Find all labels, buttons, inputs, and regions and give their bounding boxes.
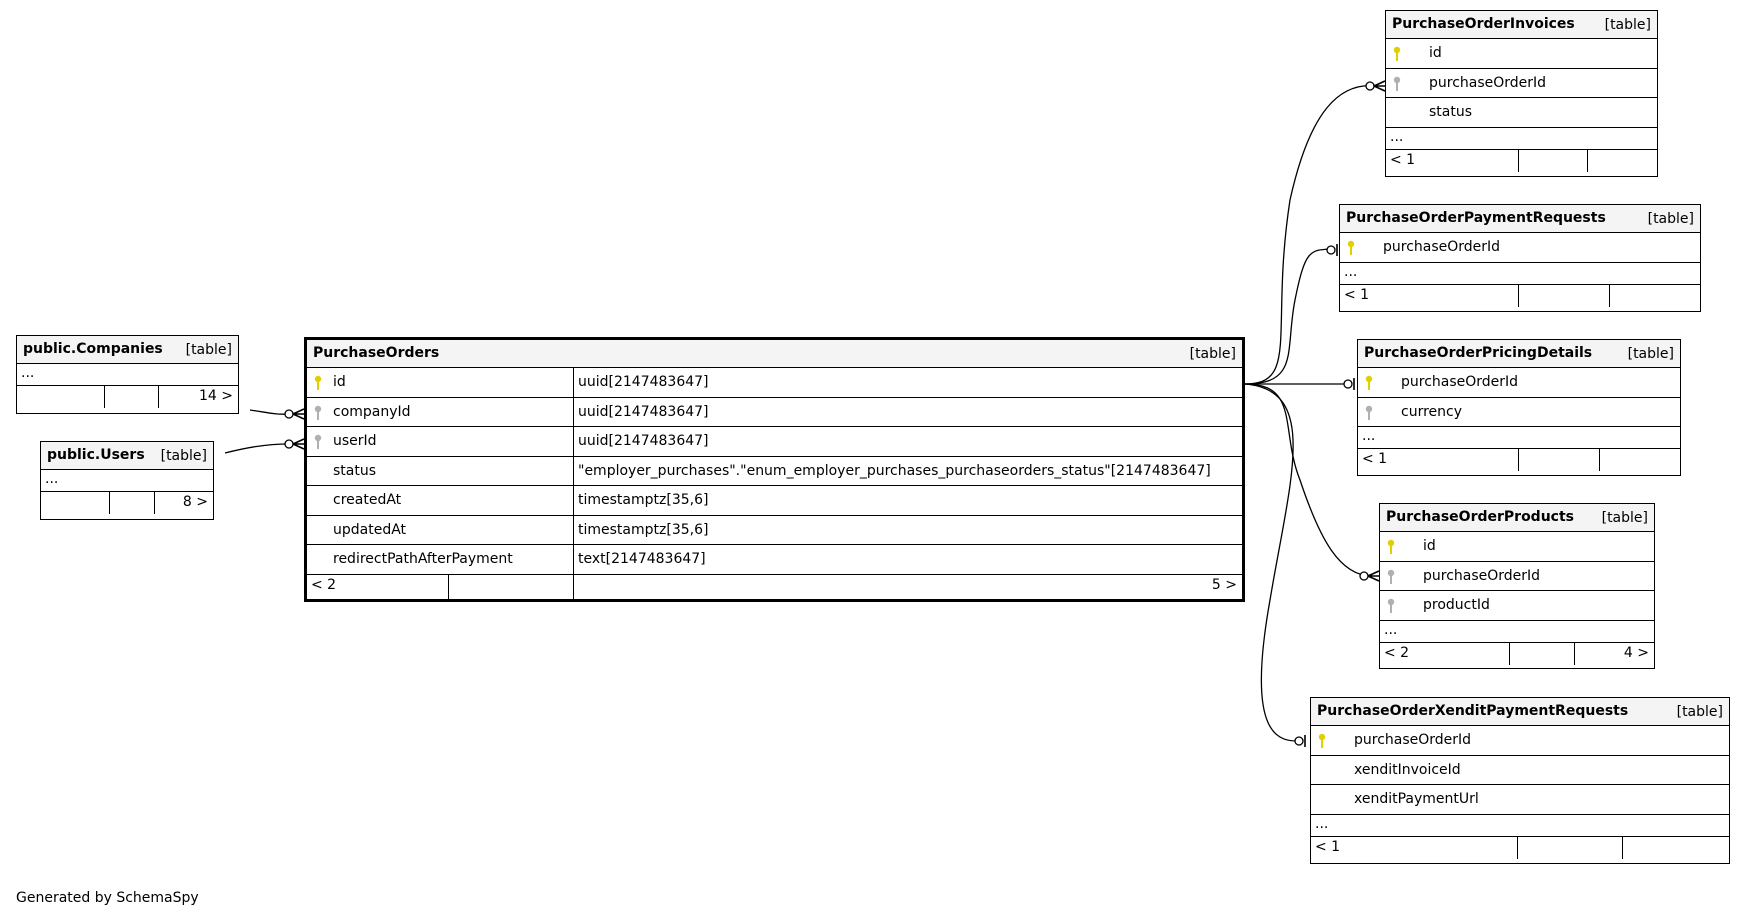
ellipsis-row xyxy=(1340,263,1700,285)
column-type: text[2147483647] xyxy=(573,545,706,580)
foreign-key-icon xyxy=(1386,569,1396,585)
table-purchaseorderpaymentrequests[interactable] xyxy=(1339,204,1701,312)
column-name: purchaseOrderId xyxy=(1401,374,1519,390)
column-row-currency[interactable] xyxy=(1358,398,1680,428)
column-name: id xyxy=(1429,45,1442,61)
footer-parents-count[interactable]: < 2 xyxy=(311,576,337,593)
primary-key-icon xyxy=(1346,240,1356,256)
footer-divider xyxy=(1587,150,1588,172)
table-name: public.Users xyxy=(47,447,145,463)
column-type: "employer_purchases"."enum_employer_purchases_purchaseorders_status"[2147483647] xyxy=(573,457,1211,492)
footer-divider xyxy=(573,575,574,600)
foreign-key-icon xyxy=(313,434,323,450)
ellipsis-row xyxy=(1358,427,1680,449)
footer-divider xyxy=(158,386,159,408)
ellipsis-text: ... xyxy=(1344,263,1358,280)
column-name: xenditPaymentUrl xyxy=(1354,791,1479,807)
column-row-purchaseorderid[interactable] xyxy=(1358,368,1680,398)
edge-purchaseorders-xendit xyxy=(1245,384,1302,741)
table-name: PurchaseOrderPricingDetails xyxy=(1364,345,1593,361)
column-row-xenditpaymenturl[interactable] xyxy=(1311,785,1729,815)
table-header xyxy=(1386,11,1657,39)
footer-divider xyxy=(1509,643,1510,665)
column-name: id xyxy=(333,374,346,390)
column-name: purchaseOrderId xyxy=(1429,74,1547,91)
footer-parents-count[interactable]: < 1 xyxy=(1390,151,1416,168)
footer-divider xyxy=(1518,150,1519,172)
foreign-key-icon xyxy=(1392,76,1402,92)
column-row-createdat[interactable] xyxy=(307,486,1242,516)
table-type-label: [table] xyxy=(1604,17,1651,33)
edge-end-circle xyxy=(285,410,293,418)
ellipsis-row xyxy=(1386,128,1657,150)
footer-children-count[interactable]: 4 > xyxy=(1623,644,1649,661)
column-row-status[interactable] xyxy=(307,457,1242,487)
footer-parents-count[interactable]: < 2 xyxy=(1384,644,1410,661)
table-footer xyxy=(1386,150,1657,172)
column-name: companyId xyxy=(333,403,411,420)
column-row-status[interactable] xyxy=(1386,98,1657,128)
column-name: productId xyxy=(1423,597,1490,613)
table-type-label: [table] xyxy=(1189,346,1236,362)
edge-users-purchaseorders xyxy=(225,444,289,453)
footer-parents-count[interactable]: < 1 xyxy=(1315,838,1341,855)
column-name: purchaseOrderId xyxy=(1423,567,1541,584)
column-type: uuid[2147483647] xyxy=(573,427,709,462)
edge-end-circle xyxy=(1366,82,1374,90)
table-footer xyxy=(1340,285,1700,307)
column-row-productid[interactable] xyxy=(1380,591,1654,621)
crowfoot-marker xyxy=(1374,81,1385,91)
ellipsis-text: ... xyxy=(1384,621,1398,638)
column-type: uuid[2147483647] xyxy=(573,398,709,433)
column-row-id[interactable] xyxy=(1380,532,1654,562)
column-row-purchaseorderid[interactable] xyxy=(1380,562,1654,592)
column-row-id[interactable] xyxy=(1386,39,1657,69)
table-type-label: [table] xyxy=(185,342,232,358)
table-header xyxy=(307,340,1242,368)
table-companies[interactable] xyxy=(16,335,239,414)
footer-divider xyxy=(154,492,155,514)
footer-divider xyxy=(1609,285,1610,307)
footer-children-count[interactable]: 8 > xyxy=(182,494,208,510)
edge-end-circle xyxy=(1344,380,1352,388)
column-name: xenditInvoiceId xyxy=(1354,761,1461,778)
column-name: createdAt xyxy=(333,492,402,508)
table-name: public.Companies xyxy=(23,341,163,357)
table-footer xyxy=(1358,449,1680,471)
column-name: updatedAt xyxy=(333,521,407,538)
column-row-id[interactable] xyxy=(307,368,1242,398)
table-type-label: [table] xyxy=(1601,510,1648,526)
table-name: PurchaseOrderProducts xyxy=(1386,509,1574,525)
footer-divider xyxy=(109,492,110,514)
table-footer xyxy=(17,386,238,408)
column-name: status xyxy=(1429,104,1473,120)
ellipsis-text: ... xyxy=(1362,428,1376,444)
ellipsis-row xyxy=(41,470,213,492)
edge-purchaseorders-paymentrequests xyxy=(1245,249,1331,384)
table-name: PurchaseOrders xyxy=(313,345,440,361)
footer-children-count[interactable]: 5 > xyxy=(1211,576,1237,593)
primary-key-icon xyxy=(1392,46,1402,62)
crowfoot-marker xyxy=(1368,571,1379,581)
edge-end-circle xyxy=(285,440,293,448)
foreign-key-icon xyxy=(1386,598,1396,614)
table-header xyxy=(17,336,238,364)
footer-children-count[interactable]: 14 > xyxy=(199,388,233,404)
footer-divider xyxy=(448,575,449,600)
footer-divider xyxy=(104,386,105,408)
column-row-companyid[interactable] xyxy=(307,398,1242,428)
column-row-xenditinvoiceid[interactable] xyxy=(1311,756,1729,786)
table-purchaseorderproducts[interactable] xyxy=(1379,503,1655,669)
footer-parents-count[interactable]: < 1 xyxy=(1362,451,1388,467)
column-row-updatedat[interactable] xyxy=(307,516,1242,546)
table-purchaseorders[interactable] xyxy=(304,337,1245,602)
table-purchaseorderpricingdetails[interactable] xyxy=(1357,339,1681,476)
footer-divider xyxy=(1622,837,1623,859)
column-name: purchaseOrderId xyxy=(1354,732,1472,748)
table-footer xyxy=(1380,643,1654,665)
table-purchaseorderinvoices[interactable] xyxy=(1385,10,1658,177)
column-row-purchaseorderid[interactable] xyxy=(1311,726,1729,756)
primary-key-icon xyxy=(313,375,323,391)
footer-divider xyxy=(1517,837,1518,859)
footer-divider xyxy=(1599,449,1600,471)
footer-divider xyxy=(1574,643,1575,665)
table-type-label: [table] xyxy=(1627,346,1674,362)
footer-parents-count[interactable]: < 1 xyxy=(1344,286,1370,303)
foreign-key-icon xyxy=(1364,405,1374,421)
column-row-redirectpathafterpayment[interactable] xyxy=(307,545,1242,575)
edge-purchaseorders-products xyxy=(1245,384,1372,576)
column-type: uuid[2147483647] xyxy=(573,368,709,403)
table-header xyxy=(1340,205,1700,233)
table-name: PurchaseOrderInvoices xyxy=(1392,16,1575,32)
table-header xyxy=(41,442,213,470)
table-purchaseorderxenditpaymentrequests[interactable] xyxy=(1310,697,1730,864)
column-name: id xyxy=(1423,538,1436,554)
table-header xyxy=(1311,698,1729,726)
table-name: PurchaseOrderXenditPaymentRequests xyxy=(1317,703,1629,719)
table-type-label: [table] xyxy=(160,448,207,464)
table-footer xyxy=(1311,837,1729,859)
primary-key-icon xyxy=(1317,733,1327,749)
column-name: redirectPathAfterPayment xyxy=(333,551,513,567)
ellipsis-text: ... xyxy=(21,365,35,381)
column-type: timestamptz[35,6] xyxy=(573,486,708,521)
edge-end-circle xyxy=(1360,572,1368,580)
ellipsis-text: ... xyxy=(1390,128,1404,145)
edge-end-circle xyxy=(1327,246,1335,254)
edge-companies-purchaseorders xyxy=(250,410,289,414)
generated-by-credit: Generated by SchemaSpy xyxy=(16,890,199,906)
table-type-label: [table] xyxy=(1676,704,1723,720)
crowfoot-marker xyxy=(293,439,304,449)
ellipsis-row xyxy=(17,364,238,386)
column-row-purchaseorderid[interactable] xyxy=(1386,69,1657,99)
ellipsis-row xyxy=(1380,621,1654,643)
foreign-key-icon xyxy=(313,405,323,421)
table-users[interactable] xyxy=(40,441,214,520)
table-type-label: [table] xyxy=(1647,211,1694,227)
table-header xyxy=(1358,340,1680,368)
primary-key-icon xyxy=(1386,539,1396,555)
column-name: status xyxy=(333,462,377,479)
primary-key-icon xyxy=(1364,375,1374,391)
edge-end-circle xyxy=(1295,737,1303,745)
column-name: currency xyxy=(1401,403,1462,420)
column-row-purchaseorderid[interactable] xyxy=(1340,233,1700,263)
footer-divider xyxy=(1518,449,1519,471)
column-name: userId xyxy=(333,433,377,449)
ellipsis-text: ... xyxy=(45,471,59,487)
table-footer xyxy=(41,492,213,514)
table-footer xyxy=(307,575,1242,600)
crowfoot-marker xyxy=(293,409,304,419)
footer-divider xyxy=(1518,285,1519,307)
table-header xyxy=(1380,504,1654,532)
table-name: PurchaseOrderPaymentRequests xyxy=(1346,210,1606,226)
ellipsis-text: ... xyxy=(1315,815,1329,832)
ellipsis-row xyxy=(1311,815,1729,837)
column-type: timestamptz[35,6] xyxy=(573,516,708,551)
column-name: purchaseOrderId xyxy=(1383,239,1501,255)
column-row-userid[interactable] xyxy=(307,427,1242,457)
